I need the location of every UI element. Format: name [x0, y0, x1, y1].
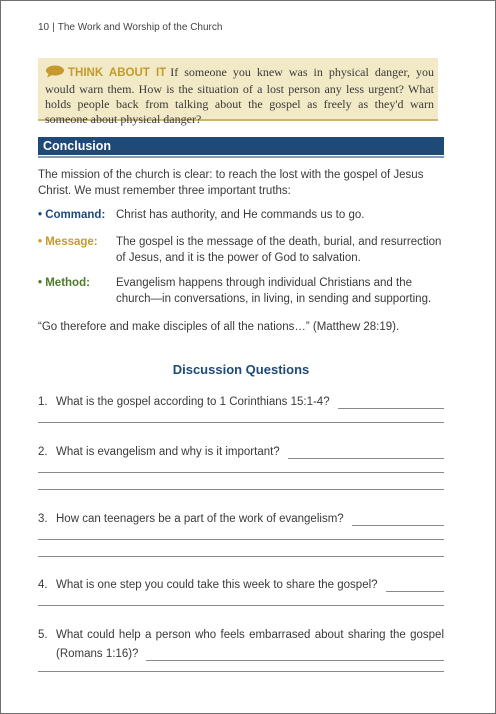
running-header [38, 22, 222, 33]
answer-line[interactable] [38, 489, 444, 490]
truth-term: • Message: [38, 236, 98, 248]
question-number: 3. [38, 513, 48, 525]
discussion-questions-title: Discussion Questions [172, 362, 310, 377]
question-3 [38, 510, 444, 526]
answer-line[interactable] [38, 556, 444, 557]
answer-line[interactable] [38, 671, 444, 672]
question-text-continuation: (Romans 1:16)? [56, 648, 139, 660]
conclusion-intro: The mission of the church is clear: to reach the lost with the gospel of Jesus Christ. We must remember three important truths: [38, 169, 424, 197]
question-5 [38, 626, 444, 661]
answer-line[interactable] [38, 605, 444, 606]
question-1 [38, 393, 444, 409]
answer-blank[interactable] [338, 396, 444, 409]
answer-line[interactable] [38, 422, 444, 423]
answer-blank[interactable] [352, 513, 444, 526]
heading-underline [38, 156, 444, 158]
scripture-quote: “Go therefore and make disciples of all the nations…” (Matthew 28:19). [38, 321, 400, 333]
truth-description: Evangelism happens through individual Christians and the church—in conversations, in living, in sending and supporting. [116, 277, 432, 305]
answer-line[interactable] [38, 472, 444, 473]
answer-line[interactable] [38, 539, 444, 540]
question-number: 4. [38, 579, 48, 591]
answer-blank[interactable] [146, 648, 444, 661]
truth-command [38, 208, 444, 224]
question-number: 2. [38, 446, 48, 458]
truth-method [38, 276, 444, 307]
page-number: 10 [38, 22, 50, 33]
think-about-it-box [38, 58, 438, 126]
conclusion-heading [38, 137, 444, 155]
question-number: 5. [38, 629, 48, 641]
question-text: What is one step you could take this week to share the gospel? [56, 579, 378, 591]
question-text: What could help a person who feels embarrased about sharing the gospel [56, 629, 444, 641]
think-about-it-label: THINK ABOUT IT [68, 67, 167, 79]
truth-term: • Method: [38, 277, 90, 289]
truth-description: The gospel is the message of the death, burial, and resurrection of Jesus, and it is the power of God to salvation. [116, 236, 442, 264]
truth-message [38, 235, 444, 266]
question-4 [38, 576, 444, 592]
truth-description: Christ has authority, and He commands us to go. [116, 209, 365, 221]
question-text: What is the gospel according to 1 Corinthians 15:1-4? [56, 396, 330, 408]
question-text: How can teenagers be a part of the work of evangelism? [56, 513, 344, 525]
book-title: The Work and Worship of the Church [57, 22, 223, 33]
question-number: 1. [38, 396, 48, 408]
question-2 [38, 443, 444, 459]
answer-blank[interactable] [386, 579, 444, 592]
conclusion-heading-text: Conclusion [43, 139, 112, 153]
answer-blank[interactable] [288, 446, 444, 459]
truth-term: • Command: [38, 209, 106, 221]
question-text: What is evangelism and why is it important? [56, 446, 280, 458]
speech-bubble-icon [45, 65, 65, 82]
think-about-it-text: If someone you knew was in physical danger, you would warn them. How is the situation of a lost person any less urgent? What holds people back from talking about the gospel as freely as they'd warn someone about physical danger? [45, 65, 434, 126]
header-separator: | [52, 22, 55, 33]
